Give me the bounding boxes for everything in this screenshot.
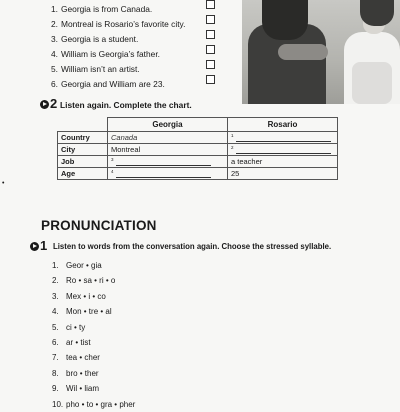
row-label: Age — [58, 168, 108, 180]
word-item[interactable]: 2. Ro • sa • ri • o — [52, 276, 116, 286]
cell-rosario-job: a teacher — [228, 156, 338, 168]
word-item[interactable]: 1. Geor • gia — [52, 261, 102, 270]
word-item[interactable]: 8. bro • ther — [52, 368, 99, 378]
cell-georgia-city: Montreal — [108, 144, 228, 156]
statement-item: 2. Montreal is Rosario’s favorite city. — [51, 19, 186, 29]
statement-item: 5. William isn’t an artist. — [51, 64, 140, 74]
margin-mark: • — [2, 180, 5, 187]
cell-rosario-age: 25 — [228, 168, 338, 180]
chart-row-job — [58, 156, 338, 168]
word-item[interactable]: 7. tea • cher — [52, 353, 100, 363]
chart-header-row — [58, 118, 338, 132]
word-item[interactable]: 4. Mon • tre • al — [52, 307, 112, 317]
chart-corner — [58, 118, 108, 132]
cell-georgia-job[interactable]: 3 — [108, 156, 228, 168]
cell-georgia-country: Canada — [108, 132, 228, 144]
exercise-number: 1 — [40, 238, 48, 253]
statements-list — [51, 2, 185, 92]
word-item[interactable]: 6. ar • tist — [52, 337, 91, 347]
audio-cd-icon[interactable] — [30, 242, 39, 251]
row-label: Country — [58, 132, 108, 144]
answer-blank[interactable] — [116, 169, 211, 178]
word-item[interactable]: 5. ci • ty — [52, 322, 86, 332]
statement-item: 4. William is Georgia’s father. — [51, 49, 160, 59]
chart-header-georgia: Georgia — [108, 118, 228, 132]
row-label: City — [58, 144, 108, 156]
cell-georgia-age[interactable]: 4 — [108, 168, 228, 180]
checkbox-1[interactable] — [206, 0, 215, 9]
section-title: PRONUNCIATION — [41, 218, 157, 233]
exercise-number: 2 — [50, 96, 58, 111]
statement-item: 3. Georgia is a student. — [51, 34, 139, 44]
checkbox-2[interactable] — [206, 15, 215, 24]
statement-item: 6. Georgia and William are 23. — [51, 79, 165, 89]
audio-cd-icon[interactable] — [40, 100, 49, 109]
answer-blank[interactable] — [116, 157, 211, 166]
word-item[interactable]: 3. Mex • i • co — [52, 291, 106, 301]
checkbox-5[interactable] — [206, 60, 215, 69]
info-chart — [57, 117, 338, 180]
row-label: Job — [58, 156, 108, 168]
answer-blank[interactable] — [236, 133, 331, 142]
answer-blank[interactable] — [236, 145, 331, 154]
chart-row-age — [58, 168, 338, 180]
cell-rosario-city[interactable]: 2 — [228, 144, 338, 156]
checkbox-6[interactable] — [206, 75, 215, 84]
cell-rosario-country[interactable]: 1 — [228, 132, 338, 144]
syllable-word-list — [52, 258, 135, 412]
chart-row-city — [58, 144, 338, 156]
exercise-instruction: Listen again. Complete the chart. — [60, 100, 192, 110]
exercise-instruction: Listen to words from the conversation again. Choose the stressed syllable. — [53, 242, 332, 251]
chart-row-country — [58, 132, 338, 144]
statement-item: 1. Georgia is from Canada. — [51, 4, 153, 14]
word-item[interactable]: 10. pho • to • gra • pher — [52, 399, 136, 409]
word-item[interactable]: 9. Wil • liam — [52, 384, 100, 394]
conversation-photo — [242, 0, 400, 104]
checkbox-3[interactable] — [206, 30, 215, 39]
chart-header-rosario: Rosario — [228, 118, 338, 132]
checkbox-4[interactable] — [206, 45, 215, 54]
